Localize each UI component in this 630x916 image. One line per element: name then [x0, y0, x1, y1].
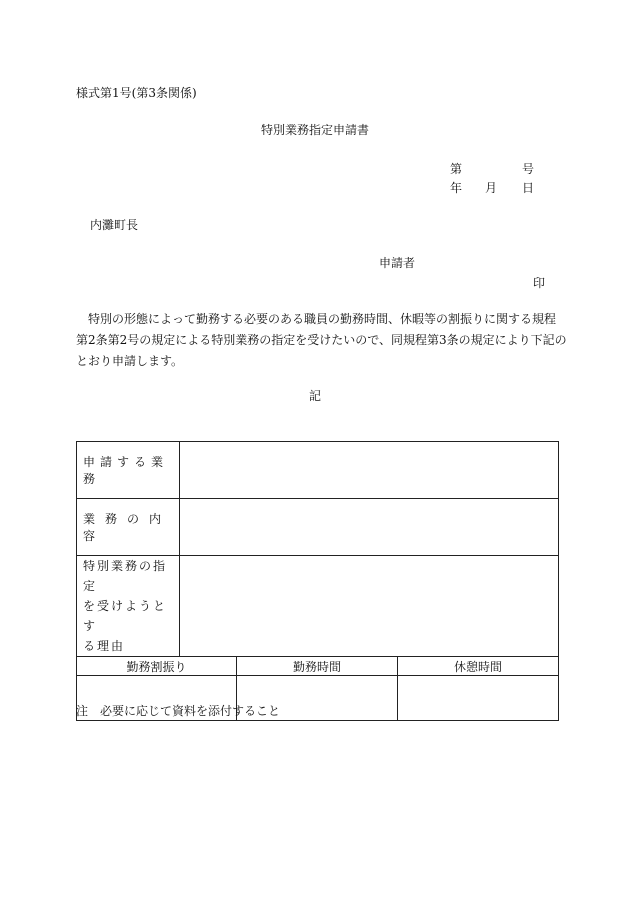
row-label-text: る理由 — [83, 639, 126, 653]
input-reason[interactable] — [180, 556, 559, 657]
row-label-text: 業務の内容 — [83, 512, 172, 543]
applicant-label: 申請者 — [379, 256, 416, 270]
body-line: 第2条第2号の規定による特別業務の指定を受けたいので、同規程第3条の規定により下記の — [76, 333, 567, 347]
body-line: とおり申請します。 — [76, 354, 184, 368]
footnote: 注 必要に応じて資料を添付すること — [76, 704, 281, 718]
row-label-business — [77, 442, 180, 499]
ki-heading: 記 — [308, 389, 321, 403]
column-header-break-time: 休憩時間 — [398, 657, 559, 676]
document-title: 特別業務指定申請書 — [260, 123, 369, 137]
input-content[interactable] — [180, 499, 559, 556]
row-label-content — [77, 499, 180, 556]
input-break-time[interactable] — [398, 676, 559, 721]
body-line: 特別の形態によって勤務する必要のある職員の勤務時間、休暇等の割振りに関する規程 — [88, 312, 557, 326]
form-number: 様式第1号(第3条関係) — [76, 86, 197, 100]
row-label-text: を受けようとす — [83, 599, 168, 633]
application-table — [76, 441, 559, 721]
addressee: 内灘町長 — [90, 218, 139, 232]
row-label-text: 申請する業務 — [83, 455, 169, 486]
reference-go: 号 — [522, 162, 535, 176]
date-month: 月 — [485, 181, 498, 195]
reference-dai: 第 — [450, 162, 463, 176]
column-header-work-hours: 勤務時間 — [237, 657, 398, 676]
row-label-text: 特別業務の指定 — [83, 559, 168, 593]
seal-label: 印 — [533, 276, 546, 290]
date-year: 年 — [450, 181, 463, 195]
body-paragraph — [76, 309, 567, 372]
column-header-allocation: 勤務割振り — [77, 657, 237, 676]
input-business[interactable] — [180, 442, 559, 499]
row-label-reason — [77, 556, 180, 657]
date-day: 日 — [522, 181, 535, 195]
